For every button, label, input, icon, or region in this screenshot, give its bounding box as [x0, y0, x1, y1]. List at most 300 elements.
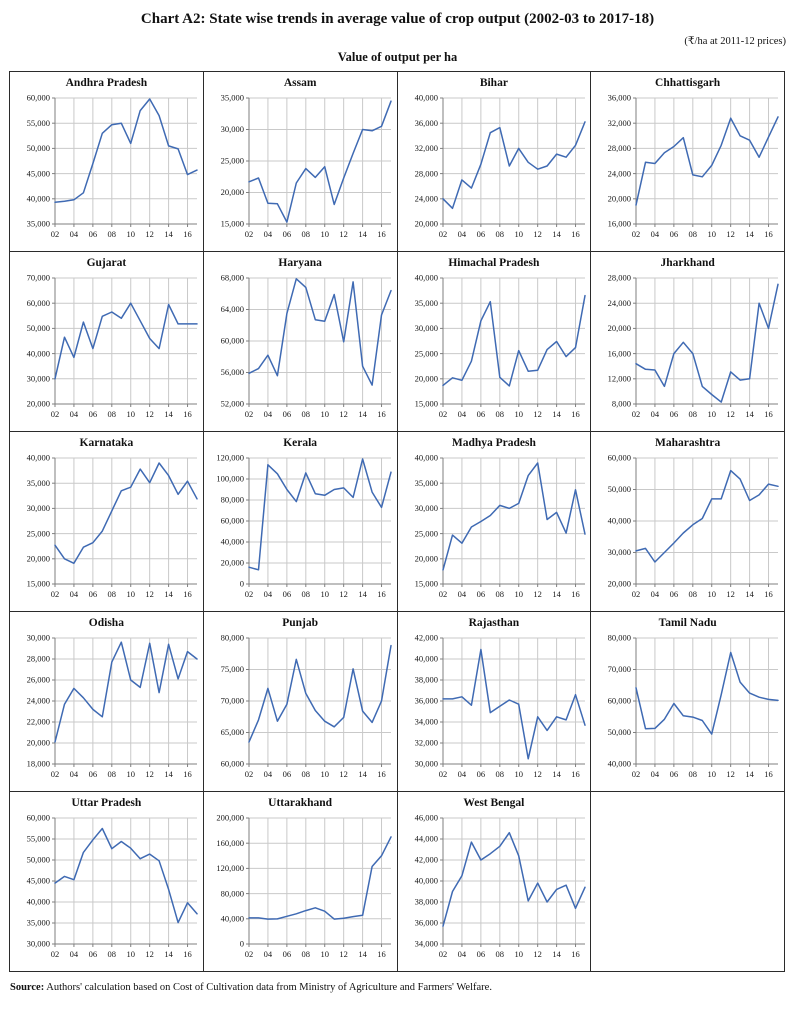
chart-panel-karnataka — [10, 432, 204, 612]
y-axis-tick-label: 40,000 — [414, 454, 438, 463]
source-note — [0, 972, 795, 993]
x-axis-tick-label: 16 — [764, 769, 774, 779]
x-axis-tick-label: 08 — [107, 409, 117, 419]
y-axis-tick-label: 120,000 — [216, 454, 244, 463]
y-axis-tick-label: 40,000 — [607, 515, 632, 526]
y-axis-tick-label: 20,000 — [607, 193, 632, 204]
y-axis-tick-label: 38,000 — [414, 674, 438, 685]
x-axis-tick-label: 12 — [726, 589, 736, 599]
y-axis-tick-label: 45,000 — [26, 168, 50, 179]
y-axis-tick-label: 24,000 — [607, 168, 632, 179]
line-chart — [591, 454, 783, 606]
x-axis-tick-label: 14 — [164, 409, 173, 419]
x-axis-tick-label: 14 — [551, 949, 561, 959]
x-axis-tick-label: 10 — [126, 769, 135, 779]
x-axis-tick-label: 10 — [320, 949, 329, 959]
y-axis-tick-label: 200,000 — [216, 814, 244, 823]
x-axis-tick-label: 16 — [377, 229, 386, 239]
y-axis-tick-label: 120,000 — [216, 863, 244, 874]
x-axis-tick-label: 06 — [282, 229, 291, 239]
y-axis-tick-label: 32,000 — [414, 143, 438, 154]
x-axis-tick-label: 12 — [145, 229, 154, 239]
data-series-line — [249, 459, 391, 570]
x-axis-tick-label: 16 — [377, 769, 386, 779]
chart-title: Karnataka — [79, 437, 134, 449]
x-axis-tick-label: 02 — [244, 409, 253, 419]
y-axis-tick-label: 36,000 — [414, 695, 438, 706]
y-axis-tick-label: 30,000 — [26, 373, 50, 384]
data-series-line — [55, 99, 197, 202]
y-axis-tick-label: 46,000 — [414, 814, 438, 823]
y-axis-tick-label: 40,000 — [414, 274, 438, 283]
data-series-line — [249, 646, 391, 742]
x-axis-tick-label: 14 — [745, 769, 755, 779]
x-axis-tick-label: 02 — [244, 229, 253, 239]
y-axis-tick-label: 20,000 — [220, 187, 244, 198]
data-series-line — [443, 833, 585, 927]
y-axis-tick-label: 24,000 — [26, 695, 50, 706]
data-series-line — [55, 463, 197, 563]
chart-panel-kerala — [204, 432, 398, 612]
x-axis-tick-label: 14 — [551, 769, 561, 779]
chart-title: Jharkhand — [660, 257, 715, 269]
x-axis-tick-label: 12 — [532, 229, 542, 239]
x-axis-tick-label: 16 — [183, 769, 192, 779]
empty-cell — [591, 792, 785, 972]
y-axis-tick-label: 26,000 — [26, 674, 50, 685]
x-axis-tick-label: 02 — [50, 229, 60, 239]
x-axis-tick-label: 12 — [339, 769, 348, 779]
y-axis-tick-label: 15,000 — [26, 578, 50, 589]
y-axis-tick-label: 100,000 — [216, 473, 244, 484]
x-axis-tick-label: 08 — [301, 769, 310, 779]
y-axis-tick-label: 44,000 — [414, 833, 438, 844]
x-axis-tick-label: 02 — [438, 589, 447, 599]
x-axis-tick-label: 06 — [669, 229, 679, 239]
y-axis-tick-label: 35,000 — [220, 94, 244, 103]
y-axis-tick-label: 80,000 — [220, 888, 244, 899]
x-axis-tick-label: 14 — [745, 409, 755, 419]
x-axis-tick-label: 02 — [632, 769, 641, 779]
x-axis-tick-label: 08 — [495, 949, 504, 959]
chart-panel-himachal-pradesh — [398, 252, 592, 432]
y-axis-tick-label: 60,000 — [220, 515, 244, 526]
y-axis-tick-label: 55,000 — [26, 833, 50, 844]
y-axis-tick-label: 16,000 — [607, 348, 632, 359]
x-axis-tick-label: 12 — [145, 949, 154, 959]
y-axis-tick-label: 36,000 — [414, 117, 438, 128]
y-axis-tick-label: 56,000 — [220, 367, 244, 378]
line-chart — [591, 94, 783, 246]
x-axis-tick-label: 14 — [358, 229, 367, 239]
line-chart — [10, 94, 202, 246]
y-axis-tick-label: 55,000 — [26, 117, 50, 128]
x-axis-tick-label: 16 — [570, 589, 580, 599]
x-axis-tick-label: 16 — [764, 229, 774, 239]
line-chart — [10, 814, 202, 966]
x-axis-tick-label: 08 — [688, 409, 698, 419]
source-text: Authors' calculation based on Cost of Cultivation data from Ministry of Agriculture and Farmers' Welfare. — [44, 982, 492, 993]
y-axis-tick-label: 30,000 — [26, 938, 50, 949]
y-axis-tick-label: 75,000 — [220, 664, 244, 675]
y-axis-tick-label: 20,000 — [414, 553, 438, 564]
y-axis-tick-label: 20,000 — [26, 398, 50, 409]
x-axis-tick-label: 12 — [726, 229, 736, 239]
y-axis-tick-label: 30,000 — [414, 758, 438, 769]
x-axis-tick-label: 10 — [320, 769, 329, 779]
y-axis-tick-label: 40,000 — [26, 454, 50, 463]
x-axis-tick-label: 16 — [377, 409, 386, 419]
chart-panel-punjab — [204, 612, 398, 792]
y-axis-tick-label: 12,000 — [607, 373, 632, 384]
x-axis-tick-label: 04 — [650, 589, 660, 599]
x-axis-tick-label: 06 — [88, 949, 98, 959]
x-axis-tick-label: 10 — [707, 229, 717, 239]
page-title: Chart A2: State wise trends in average value of crop output (2002-03 to 2017-18) — [140, 11, 655, 27]
x-axis-tick-label: 14 — [164, 589, 173, 599]
y-axis-tick-label: 30,000 — [607, 547, 632, 558]
y-axis-tick-label: 40,000 — [414, 653, 438, 664]
x-axis-tick-label: 10 — [513, 229, 523, 239]
y-axis-tick-label: 50,000 — [26, 854, 50, 865]
data-series-line — [636, 471, 778, 562]
x-axis-tick-label: 08 — [107, 589, 117, 599]
x-axis-tick-label: 08 — [688, 589, 698, 599]
chart-title: Chhattisgarh — [655, 77, 721, 89]
x-axis-tick-label: 02 — [244, 769, 253, 779]
y-axis-tick-label: 36,000 — [607, 94, 632, 103]
x-axis-tick-label: 04 — [263, 589, 272, 599]
y-axis-tick-label: 20,000 — [607, 323, 632, 334]
x-axis-tick-label: 06 — [88, 229, 98, 239]
x-axis-tick-label: 12 — [339, 229, 348, 239]
y-axis-tick-label: 15,000 — [414, 398, 438, 409]
y-axis-tick-label: 60,000 — [26, 297, 50, 308]
x-axis-tick-label: 16 — [570, 949, 580, 959]
y-axis-tick-label: 15,000 — [414, 578, 438, 589]
y-axis-tick-label: 25,000 — [26, 528, 50, 539]
x-axis-tick-label: 02 — [244, 589, 253, 599]
x-axis-tick-label: 10 — [513, 769, 523, 779]
chart-title: Uttarakhand — [268, 797, 333, 809]
y-axis-tick-label: 24,000 — [414, 193, 438, 204]
x-axis-tick-label: 04 — [263, 949, 272, 959]
x-axis-tick-label: 14 — [358, 409, 367, 419]
x-axis-tick-label: 12 — [339, 409, 348, 419]
x-axis-tick-label: 08 — [107, 949, 117, 959]
x-axis-tick-label: 16 — [570, 409, 580, 419]
chart-title: Gujarat — [86, 257, 127, 269]
data-series-line — [249, 101, 391, 222]
chart-title: Maharashtra — [655, 437, 721, 449]
chart-panel-andhra-pradesh — [10, 72, 204, 252]
x-axis-tick-label: 10 — [707, 409, 717, 419]
chart-panel-haryana — [204, 252, 398, 432]
x-axis-tick-label: 08 — [301, 229, 310, 239]
line-chart — [398, 274, 590, 426]
data-series-line — [55, 642, 197, 742]
y-axis-tick-label: 70,000 — [607, 664, 632, 675]
x-axis-tick-label: 12 — [532, 409, 542, 419]
x-axis-tick-label: 06 — [669, 769, 679, 779]
x-axis-tick-label: 14 — [164, 769, 173, 779]
x-axis-tick-label: 04 — [650, 409, 660, 419]
y-axis-tick-label: 160,000 — [216, 837, 244, 848]
y-axis-tick-label: 80,000 — [607, 634, 632, 643]
y-axis-tick-label: 20,000 — [414, 218, 438, 229]
x-axis-tick-label: 04 — [457, 589, 466, 599]
x-axis-tick-label: 08 — [688, 229, 698, 239]
x-axis-tick-label: 02 — [50, 589, 60, 599]
y-axis-tick-label: 70,000 — [26, 274, 50, 283]
data-series-line — [443, 122, 585, 208]
y-axis-tick-label: 24,000 — [607, 297, 632, 308]
line-chart — [398, 814, 590, 966]
y-axis-tick-label: 50,000 — [607, 727, 632, 738]
y-axis-tick-label: 52,000 — [220, 398, 244, 409]
y-axis-tick-label: 60,000 — [26, 94, 50, 103]
y-axis-tick-label: 35,000 — [414, 477, 438, 488]
x-axis-tick-label: 02 — [438, 409, 447, 419]
x-axis-tick-label: 12 — [726, 769, 736, 779]
chart-panel-assam — [204, 72, 398, 252]
y-axis-tick-label: 80,000 — [220, 494, 244, 505]
y-axis-tick-label: 36,000 — [414, 917, 438, 928]
x-axis-tick-label: 10 — [126, 589, 135, 599]
x-axis-tick-label: 06 — [282, 589, 291, 599]
data-series-line — [249, 279, 391, 385]
y-axis-tick-label: 20,000 — [220, 557, 244, 568]
x-axis-tick-label: 06 — [476, 769, 485, 779]
x-axis-tick-label: 06 — [88, 589, 98, 599]
x-axis-tick-label: 08 — [495, 769, 504, 779]
x-axis-tick-label: 04 — [650, 769, 660, 779]
x-axis-tick-label: 12 — [532, 769, 542, 779]
x-axis-tick-label: 14 — [551, 229, 561, 239]
y-axis-tick-label: 60,000 — [607, 454, 632, 463]
data-series-line — [636, 653, 778, 735]
x-axis-tick-label: 10 — [707, 769, 717, 779]
x-axis-tick-label: 14 — [745, 589, 755, 599]
y-axis-tick-label: 20,000 — [26, 737, 50, 748]
y-axis-tick-label: 60,000 — [607, 695, 632, 706]
x-axis-tick-label: 14 — [551, 589, 561, 599]
y-axis-tick-label: 42,000 — [414, 854, 438, 865]
chart-title: Odisha — [88, 617, 124, 629]
y-axis-tick-label: 20,000 — [607, 578, 632, 589]
x-axis-tick-label: 10 — [126, 229, 135, 239]
x-axis-tick-label: 02 — [50, 949, 60, 959]
chart-panel-bihar — [398, 72, 592, 252]
y-axis-tick-label: 60,000 — [220, 335, 244, 346]
x-axis-tick-label: 02 — [632, 589, 641, 599]
x-axis-tick-label: 08 — [301, 409, 310, 419]
x-axis-tick-label: 06 — [282, 769, 291, 779]
x-axis-tick-label: 10 — [513, 409, 523, 419]
x-axis-tick-label: 04 — [69, 409, 79, 419]
x-axis-tick-label: 16 — [183, 949, 192, 959]
x-axis-tick-label: 10 — [320, 229, 329, 239]
chart-panel-tamil-nadu — [591, 612, 785, 792]
x-axis-tick-label: 10 — [707, 589, 717, 599]
chart-panel-west-bengal — [398, 792, 592, 972]
chart-title: Tamil Nadu — [658, 617, 717, 629]
x-axis-tick-label: 02 — [244, 949, 253, 959]
y-axis-tick-label: 40,000 — [26, 193, 50, 204]
y-axis-tick-label: 30,000 — [220, 124, 244, 135]
y-axis-tick-label: 15,000 — [220, 218, 244, 229]
line-chart — [398, 94, 590, 246]
line-chart — [204, 634, 396, 786]
chart-panel-rajasthan — [398, 612, 592, 792]
x-axis-tick-label: 06 — [476, 589, 485, 599]
x-axis-tick-label: 04 — [69, 769, 79, 779]
y-axis-tick-label: 38,000 — [414, 896, 438, 907]
x-axis-tick-label: 14 — [164, 949, 173, 959]
x-axis-tick-label: 12 — [145, 409, 154, 419]
y-axis-tick-label: 8,000 — [612, 398, 632, 409]
x-axis-tick-label: 02 — [50, 769, 60, 779]
x-axis-tick-label: 04 — [457, 409, 466, 419]
y-axis-tick-label: 35,000 — [26, 477, 50, 488]
x-axis-tick-label: 16 — [570, 229, 580, 239]
y-axis-tick-label: 65,000 — [220, 727, 244, 738]
chart-title: Rajasthan — [468, 617, 520, 629]
y-axis-tick-label: 30,000 — [26, 503, 50, 514]
x-axis-tick-label: 06 — [88, 409, 98, 419]
x-axis-tick-label: 06 — [476, 409, 485, 419]
line-chart — [204, 454, 396, 606]
chart-title: Punjab — [282, 617, 319, 629]
x-axis-tick-label: 08 — [495, 229, 504, 239]
y-axis-tick-label: 42,000 — [414, 634, 438, 643]
x-axis-tick-label: 10 — [513, 949, 523, 959]
x-axis-tick-label: 06 — [282, 409, 291, 419]
chart-title: Himachal Pradesh — [448, 257, 540, 269]
y-axis-tick-label: 20,000 — [414, 373, 438, 384]
x-axis-tick-label: 02 — [632, 229, 641, 239]
chart-title: Kerala — [283, 437, 318, 449]
x-axis-tick-label: 12 — [145, 589, 154, 599]
x-axis-tick-label: 06 — [476, 229, 485, 239]
chart-title: Andhra Pradesh — [65, 77, 148, 89]
chart-panel-jharkhand — [591, 252, 785, 432]
x-axis-tick-label: 04 — [69, 229, 79, 239]
x-axis-tick-label: 12 — [339, 949, 348, 959]
line-chart — [204, 274, 396, 426]
x-axis-tick-label: 14 — [358, 769, 367, 779]
x-axis-tick-label: 02 — [438, 949, 447, 959]
y-axis-tick-label: 34,000 — [414, 938, 438, 949]
y-axis-tick-label: 25,000 — [220, 155, 244, 166]
x-axis-tick-label: 06 — [88, 769, 98, 779]
x-axis-tick-label: 12 — [726, 409, 736, 419]
x-axis-tick-label: 12 — [145, 769, 154, 779]
y-axis-tick-label: 0 — [239, 938, 244, 949]
y-axis-tick-label: 60,000 — [26, 814, 50, 823]
x-axis-tick-label: 14 — [551, 409, 561, 419]
data-series-line — [443, 650, 585, 759]
x-axis-tick-label: 04 — [263, 409, 272, 419]
x-axis-tick-label: 04 — [457, 949, 466, 959]
y-axis-tick-label: 40,000 — [414, 875, 438, 886]
chart-title: West Bengal — [463, 797, 525, 809]
y-axis-tick-label: 40,000 — [26, 896, 50, 907]
x-axis-tick-label: 14 — [164, 229, 173, 239]
x-axis-tick-label: 06 — [669, 589, 679, 599]
y-axis-tick-label: 25,000 — [414, 528, 438, 539]
x-axis-tick-label: 04 — [457, 229, 466, 239]
y-axis-tick-label: 50,000 — [26, 323, 50, 334]
line-chart — [204, 814, 396, 966]
y-axis-tick-label: 64,000 — [220, 304, 244, 315]
x-axis-tick-label: 10 — [126, 949, 135, 959]
y-axis-tick-label: 35,000 — [26, 917, 50, 928]
source-label: Source: — [10, 982, 45, 993]
x-axis-tick-label: 06 — [282, 949, 291, 959]
data-series-line — [249, 837, 391, 919]
y-axis-tick-label: 68,000 — [220, 274, 244, 283]
y-axis-tick-label: 16,000 — [607, 218, 632, 229]
y-axis-tick-label: 28,000 — [607, 143, 632, 154]
data-series-line — [55, 829, 197, 923]
x-axis-tick-label: 08 — [301, 589, 310, 599]
data-series-line — [443, 463, 585, 570]
line-chart — [204, 94, 396, 246]
y-axis-tick-label: 40,000 — [220, 536, 244, 547]
y-axis-tick-label: 80,000 — [220, 634, 244, 643]
x-axis-tick-label: 12 — [339, 589, 348, 599]
y-axis-tick-label: 60,000 — [220, 758, 244, 769]
line-chart — [10, 454, 202, 606]
y-axis-tick-label: 0 — [239, 578, 244, 589]
y-axis-tick-label: 35,000 — [26, 218, 50, 229]
chart-panel-odisha — [10, 612, 204, 792]
y-axis-tick-label: 50,000 — [26, 143, 50, 154]
x-axis-tick-label: 10 — [126, 409, 135, 419]
y-axis-tick-label: 28,000 — [607, 274, 632, 283]
chart-panel-madhya-pradesh — [398, 432, 592, 612]
line-chart — [10, 634, 202, 786]
y-axis-tick-label: 32,000 — [607, 117, 632, 128]
line-chart — [398, 634, 590, 786]
x-axis-tick-label: 16 — [377, 949, 386, 959]
line-chart — [591, 274, 783, 426]
chart-title: Bihar — [479, 77, 508, 89]
data-series-line — [636, 284, 778, 402]
y-axis-tick-label: 30,000 — [26, 634, 50, 643]
x-axis-tick-label: 08 — [107, 769, 117, 779]
chart-panel-uttarakhand — [204, 792, 398, 972]
chart-title: Assam — [283, 77, 317, 89]
x-axis-tick-label: 16 — [764, 589, 774, 599]
x-axis-tick-label: 16 — [377, 589, 386, 599]
y-axis-tick-label: 40,000 — [414, 94, 438, 103]
chart-panel-chhattisgarh — [591, 72, 785, 252]
y-axis-tick-label: 35,000 — [414, 297, 438, 308]
x-axis-tick-label: 06 — [669, 409, 679, 419]
x-axis-tick-label: 16 — [570, 769, 580, 779]
chart-grid — [9, 71, 785, 972]
x-axis-tick-label: 10 — [513, 589, 523, 599]
x-axis-tick-label: 14 — [745, 229, 755, 239]
chart-title: Madhya Pradesh — [451, 437, 536, 449]
line-chart — [10, 274, 202, 426]
y-axis-tick-label: 40,000 — [220, 913, 244, 924]
x-axis-tick-label: 16 — [183, 589, 192, 599]
y-axis-tick-label: 18,000 — [26, 758, 50, 769]
y-axis-tick-label: 28,000 — [26, 653, 50, 664]
